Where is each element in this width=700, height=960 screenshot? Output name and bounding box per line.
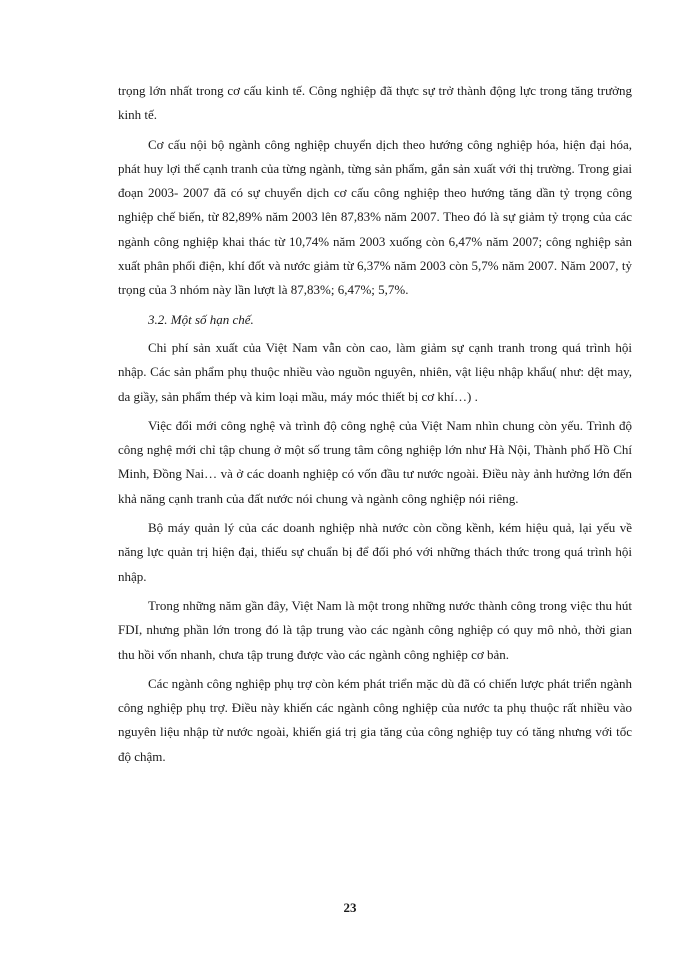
paragraph-management: Bộ máy quản lý của các doanh nghiệp nhà nước còn cồng kềnh, kém hiệu quả, lại yếu về năng lực quản trị hiện đại, thiếu sự chuẩn bị để đối phó với những thách thức trong quá trình hội nhập.	[118, 520, 632, 584]
page-number: 23	[343, 900, 357, 915]
paragraph-industry-structure: Cơ cấu nội bộ ngành công nghiệp chuyển dịch theo hướng công nghiệp hóa, hiện đại hóa, phát huy lợi thế cạnh tranh của từng ngành, từng sản phẩm, gắn sản xuất với thị trường. Trong giai đoạn 2003- 2007 đã có sự chuyển dịch cơ cấu công nghiệp theo hướng tăng dần tỷ trọng công nghiệp chế biến, từ 82,89% năm 2003 lên 87,83% năm 2007. Theo đó là sự giảm tỷ trọng của các ngành công nghiệp khai thác từ 10,74% năm 2003 xuống còn 6,47% năm 2007; công nghiệp sản xuất phân phối điện, khí đốt và nước giảm từ 6,37% năm 2003 còn 5,7% năm 2007. Năm 2007, tỷ trọng của 3 nhóm này lần lượt là 87,83%; 6,47%; 5,7%.	[118, 136, 632, 298]
paragraph-fdi: Trong những năm gần đây, Việt Nam là một trong những nước thành công trong việc thu hút FDI, nhưng phần lớn trong đó là tập trung vào các ngành công nghiệp có quy mô nhỏ, thời gian thu hồi vốn nhanh, chưa tập trung được vào các ngành công nghiệp cơ bản.	[118, 597, 632, 662]
page-body	[118, 79, 632, 774]
paragraph-production-cost: Chi phí sản xuất của Việt Nam vẫn còn cao, làm giảm sự cạnh tranh trong quá trình hội nhập. Các sản phẩm phụ thuộc nhiều vào nguồn nguyên, nhiên, vật liệu nhập khẩu( như: dệt may, da giầy, sản phẩm thép và kim loại mầu, máy móc thiết bị cơ khí…) .	[118, 339, 632, 404]
paragraph-continuation: trọng lớn nhất trong cơ cấu kinh tế. Công nghiệp đã thực sự trở thành động lực trong tăng trưởng kinh tế.	[118, 83, 632, 123]
section-heading: 3.2. Một số hạn chế.	[148, 311, 254, 327]
paragraph-technology: Việc đổi mới công nghệ và trình độ công nghệ của Việt Nam nhìn chung còn yếu. Trình độ công nghệ mới chỉ tập chung ở một số trung tâm công nghiệp lớn như Hà Nội, Thành phố Hồ Chí Minh, Đồng Nai… và ở các doanh nghiệp có vốn đầu tư nước ngoài. Điều này ảnh hưởng lớn đến khả năng cạnh tranh của đất nước nói chung và ngành công nghiệp nói riêng.	[118, 417, 632, 506]
paragraph-supporting-industries: Các ngành công nghiệp phụ trợ còn kém phát triển mặc dù đã có chiến lược phát triển ngành công nghiệp phụ trợ. Điều này khiến các ngành công nghiệp của nước ta phụ thuộc rất nhiều vào nguyên liệu nhập từ nước ngoài, khiến giá trị gia tăng của công nghiệp tuy có tăng nhưng với tốc độ chậm.	[118, 675, 632, 764]
